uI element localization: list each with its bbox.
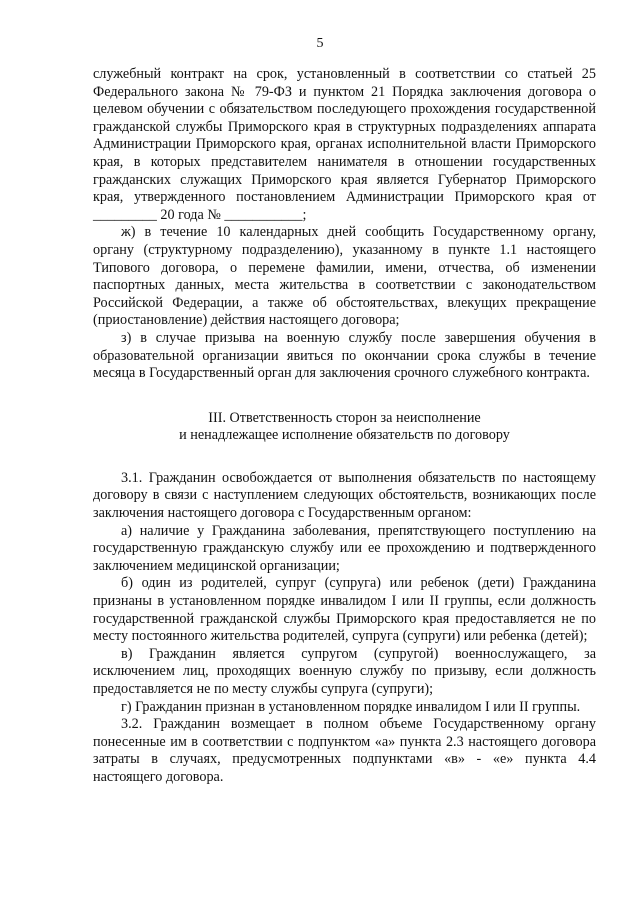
section-title-line-2: и ненадлежащее исполнение обязательств по договору — [179, 427, 510, 444]
paragraph-item-zh: ж) в течение 10 календарных дней сообщить Государственному органу, органу (структурному подразделению), указанному в пункте 1.1 настоящего Типового договора, о перемене фамилии, имени, отчества, об изменении паспортных данных, места жительства в соответствии с законодательством Российской Федерации, а также об обстоятельствах, влекущих прекращение (приостановление) действия настоящего договора; — [93, 224, 596, 329]
clause-3-1-v: в) Гражданин является супругом (супругой) военнослужащего, за исключением лиц, проходящих военную службу по призыву, если должность предоставляется не по месту службы супруга (супруги); — [93, 645, 596, 697]
document-body — [93, 66, 596, 787]
clause-3-1-g: г) Гражданин признан в установленном порядке инвалидом I или II группы. — [121, 698, 581, 715]
paragraph-contract-term: служебный контракт на срок, установленный в соответствии со статьей 25 Федерального закона № 79-ФЗ и пунктом 21 Порядка заключения договора о целевом обучении с обязательством последующего прохождения государственной гражданской службы Приморского края в структурных подразделениях аппарата Администрации Приморского края, органах исполнительной власти Приморского края, в которых представителем нанимателя в отношении государственных гражданских служащих Приморского края является Губернатор Приморского края, утвержденного постановлением Администрации Приморского края от _________ 20 года № ___________; — [93, 66, 596, 223]
clause-3-1-a: а) наличие у Гражданина заболевания, препятствующего поступлению на государственную гражданскую службу или ее прохождению и подтвержденного заключением медицинской организации; — [93, 522, 596, 574]
clause-3-2: 3.2. Гражданин возмещает в полном объеме Государственному органу понесенные им в соответствии с подпунктом «а» пункта 2.3 настоящего договора затраты в случаях, предусмотренных подпунктами «в» - «е» пункта 4.4 настоящего договора. — [93, 716, 596, 785]
clause-3-1-b: б) один из родителей, супруг (супруга) или ребенок (дети) Гражданина признаны в установленном порядке инвалидом I или II группы, если должность государственной гражданской службы Приморского края предоставляется не по месту постоянного жительства родителей, супруга (супруги) или ребенка (детей); — [93, 575, 596, 645]
section-title-line-1: III. Ответственность сторон за неисполнение — [208, 409, 481, 426]
paragraph-item-z: з) в случае призыва на военную службу после завершения обучения в образовательной организации явиться по окончании срока службы в течение месяца в Государственный орган для заключения срочного служебного контракта. — [93, 329, 596, 382]
section-title — [93, 410, 596, 445]
clause-3-1: 3.1. Гражданин освобождается от выполнения обязательств по настоящему договору в связи с наступлением следующих обстоятельств, возникающих после заключения настоящего договора с Государственным органом: — [93, 469, 596, 522]
page-number: 5 — [316, 36, 324, 51]
